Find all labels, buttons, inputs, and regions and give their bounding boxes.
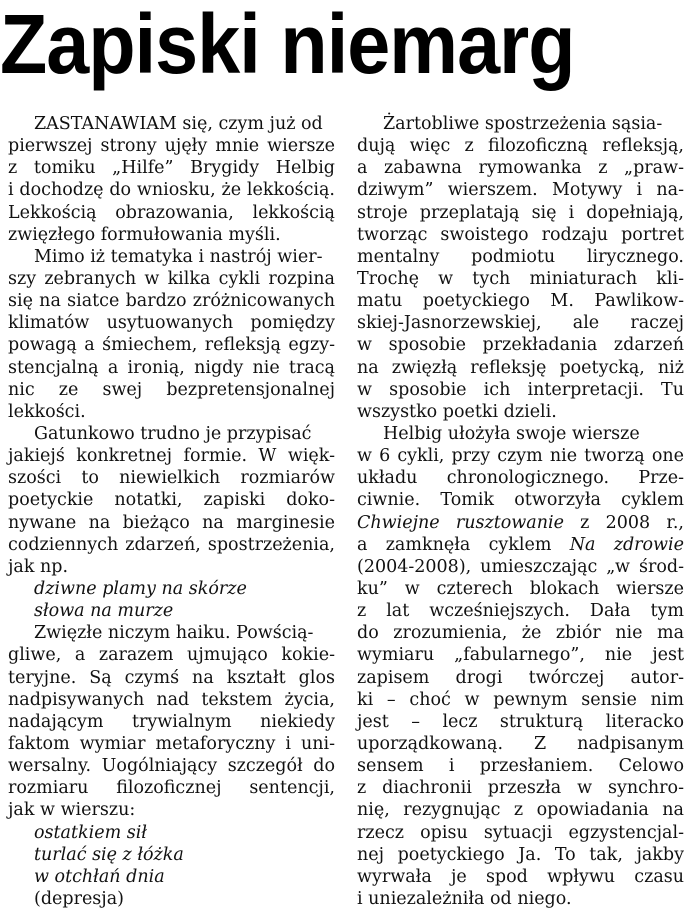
text-line: faktom wymiar metaforyczny i uni- (8, 733, 335, 754)
text-line: Chwiejne rusztowanie z 2008 r., (357, 512, 684, 533)
text-line: wymiaru „fabularnego”, nie jest (357, 645, 684, 666)
text-line: ostatkiem sił (34, 822, 147, 843)
text-line: układu chronologicznego. Prze- (357, 468, 684, 489)
text-line: w sposobie ich interpretacji. Tu (357, 379, 684, 400)
text-line: gliwe, a zarazem ujmująco kokie- (8, 645, 335, 666)
text-line: nic ze swej bezpretensjonalnej (8, 379, 335, 400)
text-line: nywane na bieżąco na marginesie (8, 512, 335, 533)
text-line: ZASTANAWIAM się, czym już od (34, 114, 323, 134)
text-line: nadpisywanych nad tekstem życia, (8, 689, 335, 710)
text-line: w sposobie przekładania zdarzeń (357, 335, 684, 356)
text-line: Gatunkowo trudno je przypisać (34, 423, 312, 444)
text-line: Lekkością obrazowania, lekkością (8, 202, 335, 223)
text-line: (depresja) (34, 888, 124, 909)
text-line: zwięzłego formułowania myśli. (8, 224, 281, 245)
text-line: sensem i przesłaniem. Celowo (357, 756, 684, 777)
text-line: matu poetyckiego M. Pawlikow- (357, 291, 684, 312)
text-line: nadającym trywialnym niekiedy (8, 711, 335, 732)
text-line: zapisem drogi twórczej autor- (357, 667, 684, 688)
text-line: jest – lecz strukturą literacko (357, 711, 684, 732)
text-line: (2004-2008), umieszczając „w środ- (357, 556, 684, 577)
text-line: stencjalną a ironią, nigdy nie tracą (8, 357, 335, 378)
text-line: z tomiku „Hilfe” Brygidy Helbig (8, 158, 335, 179)
text-line: lekkości. (8, 401, 86, 422)
text-line: jak w wierszu: (8, 800, 136, 821)
text-line: jak np. (8, 556, 69, 577)
text-line: a zamknęła cyklem Na zdrowie (357, 534, 684, 555)
text-line: mentalny podmiotu lirycznego. (357, 246, 684, 267)
text-line: stroje przeplatają się i dopełniają, (357, 202, 684, 223)
text-line: w 6 cykli, przy czym nie tworzą one (357, 446, 684, 467)
text-line: poetyckie notatki, zapiski doko- (8, 490, 335, 511)
article-column-left (8, 113, 335, 910)
text-line: teryjne. Są czymś na kształt glos (8, 667, 335, 688)
text-line: i uniezależniła od niego. (357, 888, 572, 909)
text-line: turlać się z łóżka (34, 844, 184, 865)
text-line: nię, rezygnując z opowiadania na (357, 800, 684, 821)
text-line: pierwszej strony ujęły mnie wiersze (8, 136, 335, 157)
text-line: powagą a śmiechem, refleksją egzy- (8, 335, 335, 356)
text-line: ku” w czterech blokach wiersze (357, 578, 684, 599)
text-line: Helbig ułożyła swoje wiersze (383, 423, 640, 444)
text-line: rozmiaru filozoficznej sentencji, (8, 778, 335, 799)
text-line: Żartobliwe spostrzeżenia sąsia- (383, 114, 663, 134)
article-column-right (357, 113, 684, 910)
text-line: skiej-Jasnorzewskiej, ale raczej (357, 313, 684, 334)
text-line: uporządkowaną. Z nadpisanym (357, 733, 684, 754)
text-line: wyrwała je spod wpływu czasu (357, 866, 684, 887)
text-line: wszystko poetki dzieli. (357, 401, 557, 422)
text-line: się na siatce bardzo zróżnicowanych (8, 291, 335, 312)
text-line: szości to niewielkich rozmiarów (8, 468, 335, 489)
text-line: klimatów usytuowanych pomiędzy (8, 313, 335, 334)
text-line: dują więc z filozoficzną refleksją, (357, 136, 684, 157)
text-line: ki – choć w pewnym sensie nim (357, 689, 684, 710)
text-line: w otchłań dnia (34, 866, 165, 887)
text-line: nej poetyckiego Ja. To tak, jakby (357, 844, 684, 865)
text-line: tworząc swoistego rodzaju portret (357, 224, 684, 245)
text-line: dziwne plamy na skórze (34, 578, 247, 599)
text-line: Zwięzłe niczym haiku. Powścią- (34, 623, 314, 644)
article-headline: Zapiski niemarg (0, 0, 575, 91)
text-line: dziwym” wierszem. Motywy i na- (357, 180, 684, 201)
text-line: ciwnie. Tomik otworzyła cyklem (357, 490, 684, 511)
text-line: jakiejś konkretnej formie. W więk- (8, 446, 335, 467)
text-line: codziennych zdarzeń, spostrzeżenia, (8, 534, 335, 555)
text-line: szy zebranych w kilka cykli rozpina (8, 268, 335, 289)
text-line: z diachronii przeszła w synchro- (357, 778, 684, 799)
text-line: Mimo iż tematyka i nastrój wier- (34, 246, 323, 267)
text-line: i dochodzę do wniosku, że lekkością. (8, 180, 335, 201)
text-line: do zrozumienia, że zbiór nie ma (357, 623, 684, 644)
text-line: wersalny. Uogólniający szczegół do (8, 756, 335, 777)
text-line: rzecz opisu sytuacji egzystencjal- (357, 822, 684, 843)
text-line: z lat wcześniejszych. Dała tym (357, 601, 684, 622)
text-line: na zwięzłą refleksję poetycką, niż (357, 357, 684, 378)
text-line: Trochę w tych miniaturach kli- (357, 268, 684, 289)
text-line: a zabawna rymowanka z „praw- (357, 158, 684, 179)
text-line: słowa na murze (34, 601, 174, 622)
